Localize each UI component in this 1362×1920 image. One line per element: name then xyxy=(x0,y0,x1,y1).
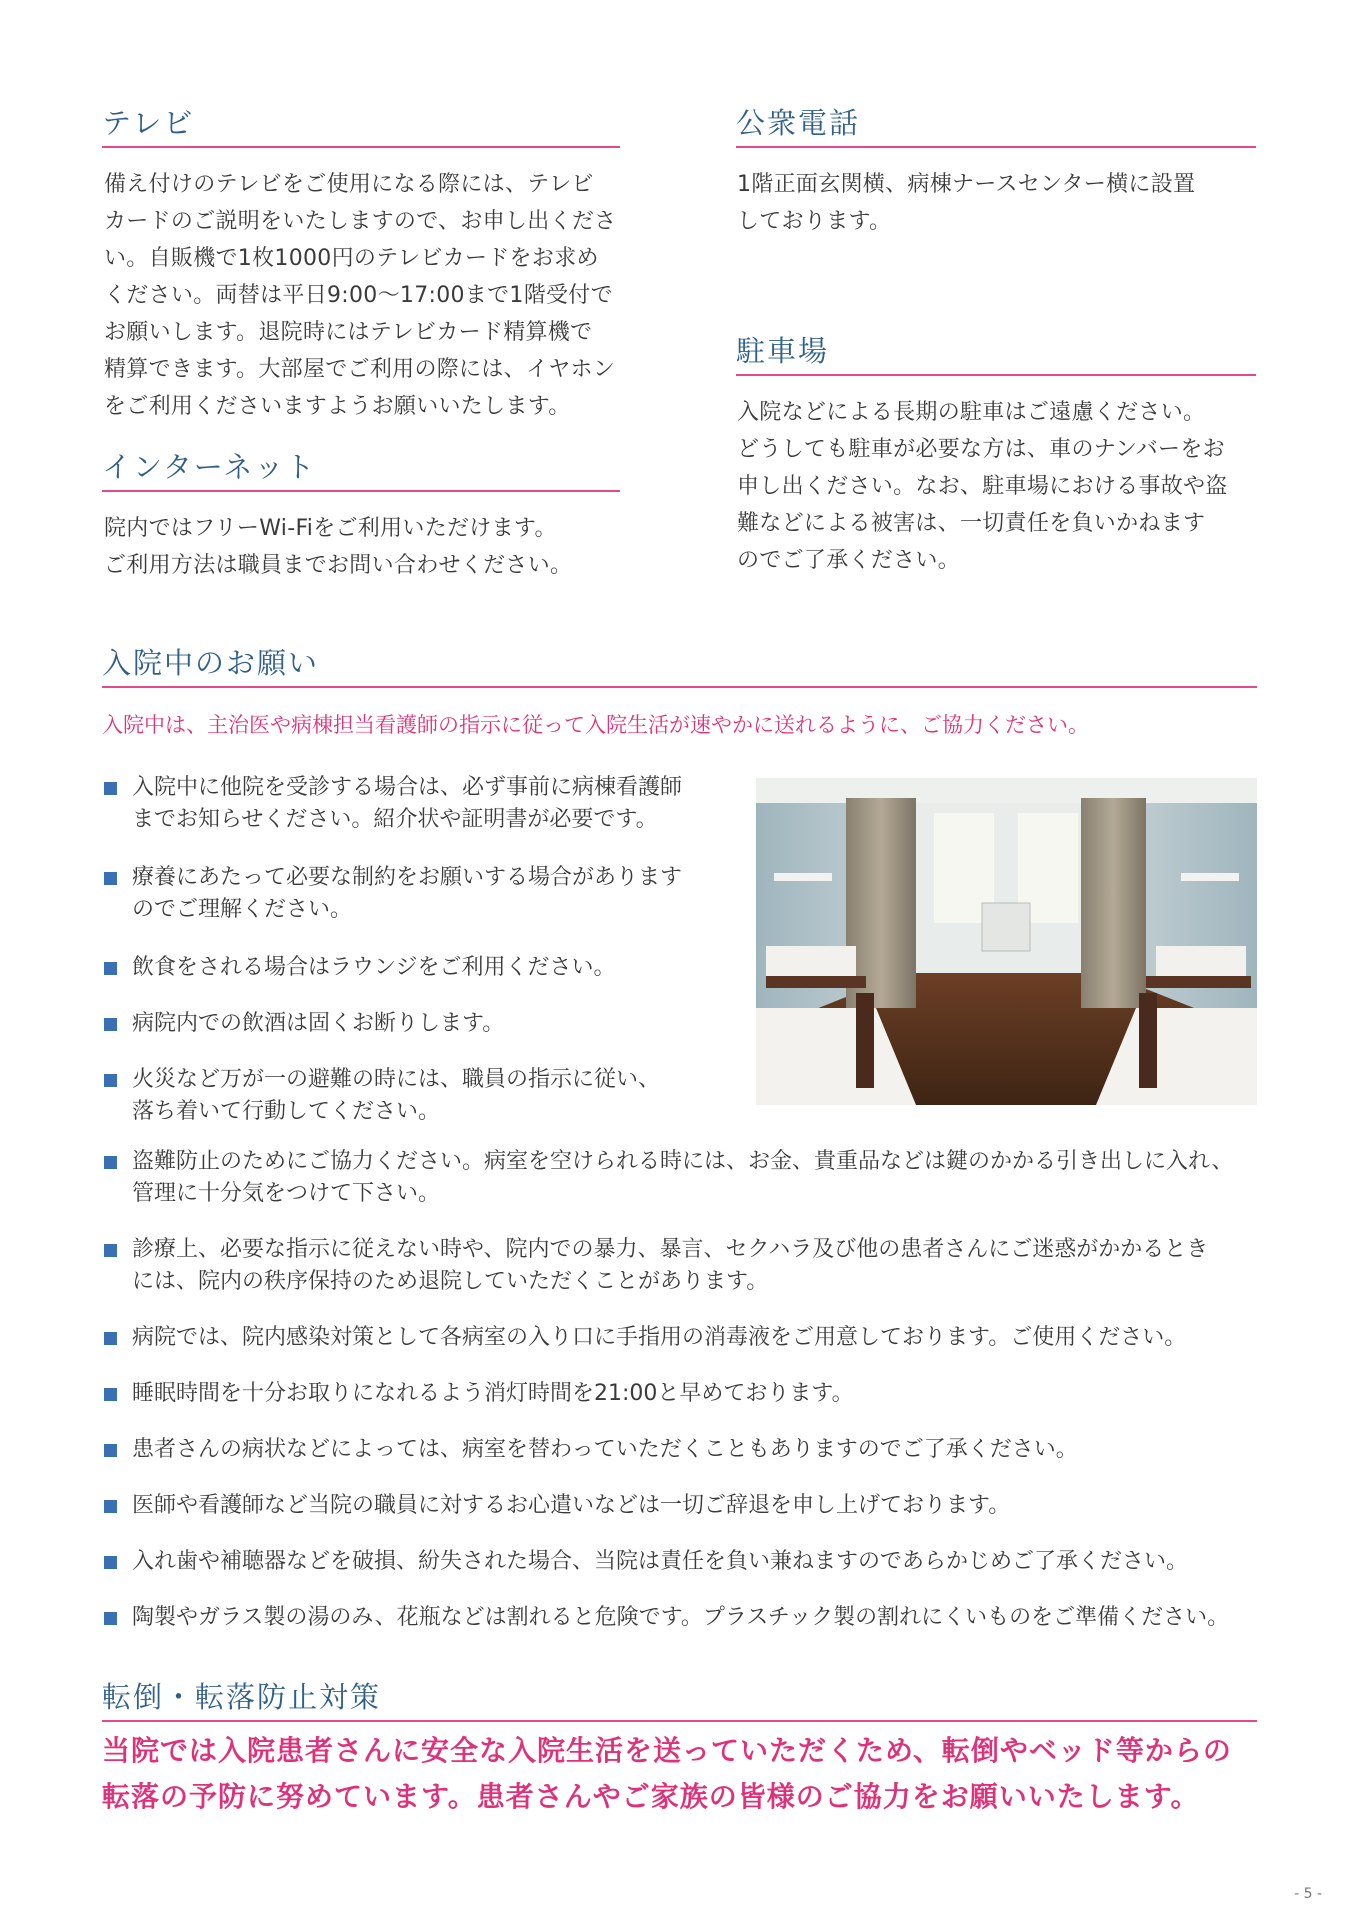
parking-line: 入院などによる長期の駐車はご遠慮ください。 xyxy=(737,400,1206,425)
list-item xyxy=(104,1064,744,1128)
square-bullet-icon xyxy=(104,1500,117,1513)
square-bullet-icon xyxy=(104,1332,117,1345)
phone-line: しております。 xyxy=(737,209,892,234)
phone-line: 1階正面玄関横、病棟ナースセンター横に設置 xyxy=(737,172,1196,197)
tv-line: カードのご説明をいたしますので、お申し出くださ xyxy=(104,209,617,234)
list-item xyxy=(104,1008,744,1040)
page-number: - 5 - xyxy=(1294,1886,1322,1902)
requests-title-rule xyxy=(102,686,1257,688)
phone-title: 公衆電話 xyxy=(736,106,861,140)
phone-body xyxy=(737,166,1277,240)
square-bullet-icon xyxy=(104,962,117,975)
phone-title-rule xyxy=(736,146,1256,148)
square-bullet-icon xyxy=(104,1018,117,1031)
parking-line: どうしても駐車が必要な方は、車のナンバーをお xyxy=(737,437,1225,462)
list-item xyxy=(104,1378,1264,1410)
list-item xyxy=(104,862,744,926)
parking-line: 申し出ください。なお、駐車場における事故や盗 xyxy=(737,474,1228,499)
list-item xyxy=(104,1602,1264,1634)
list-item xyxy=(104,1434,1264,1466)
list-item-line: 医師や看護師など当院の職員に対するお心遣いなどは一切ご辞退を申し上げております。 xyxy=(132,1493,1011,1518)
list-item xyxy=(104,772,744,836)
fall-line: 当院では入院患者さんに安全な入院生活を送っていただくため、転倒やベッド等からの xyxy=(102,1734,1232,1767)
square-bullet-icon xyxy=(104,1612,117,1625)
tv-line: い。自販機で1枚1000円のテレビカードをお求め xyxy=(104,246,599,271)
requests-title: 入院中のお願い xyxy=(102,646,320,680)
list-item-line: 盗難防止のためにご協力ください。病室を空けられる時には、お金、貴重品などは鍵のかかる引き出しに入れ、 xyxy=(132,1149,1234,1174)
square-bullet-icon xyxy=(104,1244,117,1257)
square-bullet-icon xyxy=(104,1444,117,1457)
list-item-line: 療養にあたって必要な制約をお願いする場合があります xyxy=(132,865,683,890)
parking-title: 駐車場 xyxy=(736,334,830,368)
list-item xyxy=(104,1146,1264,1210)
internet-title-rule xyxy=(102,490,620,492)
fall-line: 転落の予防に努めています。患者さんやご家族の皆様のご協力をお願いいたします。 xyxy=(102,1780,1200,1813)
square-bullet-icon xyxy=(104,1388,117,1401)
list-item-line: 陶製やガラス製の湯のみ、花瓶などは割れると危険です。プラスチック製の割れにくいものをご準備ください。 xyxy=(132,1605,1230,1630)
list-item-line: 飲食をされる場合はラウンジをご利用ください。 xyxy=(132,955,616,980)
tv-line: ください。両替は平日9:00〜17:00まで1階受付で xyxy=(104,283,613,308)
list-item xyxy=(104,1546,1264,1578)
hospital-room-illustration xyxy=(756,778,1257,1105)
list-item-line: 落ち着いて行動してください。 xyxy=(132,1099,441,1124)
fall-title: 転倒・転落防止対策 xyxy=(102,1680,382,1714)
internet-body xyxy=(104,510,634,584)
list-item-line: 管理に十分気をつけて下さい。 xyxy=(132,1181,441,1206)
tv-line: 精算できます。大部屋でご利用の際には、イヤホン xyxy=(104,357,616,382)
tv-body xyxy=(104,166,634,425)
list-item-line: までお知らせください。紹介状や証明書が必要です。 xyxy=(132,807,658,832)
list-item-line: 火災など万が一の避難の時には、職員の指示に従い、 xyxy=(132,1067,661,1092)
tv-title: テレビ xyxy=(102,106,195,140)
parking-title-rule xyxy=(736,374,1256,376)
tv-line: 備え付けのテレビをご使用になる際には、テレビ xyxy=(104,172,594,197)
square-bullet-icon xyxy=(104,1156,117,1169)
fall-title-rule xyxy=(102,1720,1257,1722)
list-item-line: には、院内の秩序保持のため退院していただくことがあります。 xyxy=(132,1269,769,1294)
parking-line: 難などによる被害は、一切責任を負いかねます xyxy=(737,511,1206,536)
list-item xyxy=(104,1322,1264,1354)
requests-lead: 入院中は、主治医や病棟担当看護師の指示に従って入院生活が速やかに送れるように、ご協力ください。 xyxy=(102,713,1089,737)
square-bullet-icon xyxy=(104,782,117,795)
list-item-line: 入れ歯や補聴器などを破損、紛失された場合、当院は責任を負い兼ねますのであらかじめご了承ください。 xyxy=(132,1549,1189,1574)
internet-title: インターネット xyxy=(102,450,317,484)
square-bullet-icon xyxy=(104,1074,117,1087)
list-item-line: 病院内での飲酒は固くお断りします。 xyxy=(132,1011,505,1036)
list-item-line: 病院では、院内感染対策として各病室の入り口に手指用の消毒液をご用意しております。ご使用ください。 xyxy=(132,1325,1187,1350)
list-item-line: 診療上、必要な指示に従えない時や、院内での暴力、暴言、セクハラ及び他の患者さんにご迷惑がかかるとき xyxy=(132,1237,1209,1262)
square-bullet-icon xyxy=(104,872,117,885)
list-item xyxy=(104,1490,1264,1522)
list-item-line: 患者さんの病状などによっては、病室を替わっていただくこともありますのでご了承ください。 xyxy=(132,1437,1078,1462)
list-item xyxy=(104,1234,1264,1298)
square-bullet-icon xyxy=(104,1556,117,1569)
list-item-line: 入院中に他院を受診する場合は、必ず事前に病棟看護師 xyxy=(132,775,683,800)
parking-line: のでご了承ください。 xyxy=(737,548,961,573)
tv-line: をご利用くださいますようお願いいたします。 xyxy=(104,394,571,419)
hospital-room-photo xyxy=(756,778,1257,1105)
tv-title-rule xyxy=(102,146,620,148)
list-item-line: 睡眠時間を十分お取りになれるよう消灯時間を21:00と早めております。 xyxy=(132,1381,854,1406)
internet-line: ご利用方法は職員までお問い合わせください。 xyxy=(104,553,573,578)
list-item-line: のでご理解ください。 xyxy=(132,897,353,922)
internet-line: 院内ではフリーWi-Fiをご利用いただけます。 xyxy=(104,516,557,541)
parking-body xyxy=(737,394,1277,579)
tv-line: お願いします。退院時にはテレビカード精算機で xyxy=(104,320,593,345)
list-item xyxy=(104,952,744,984)
